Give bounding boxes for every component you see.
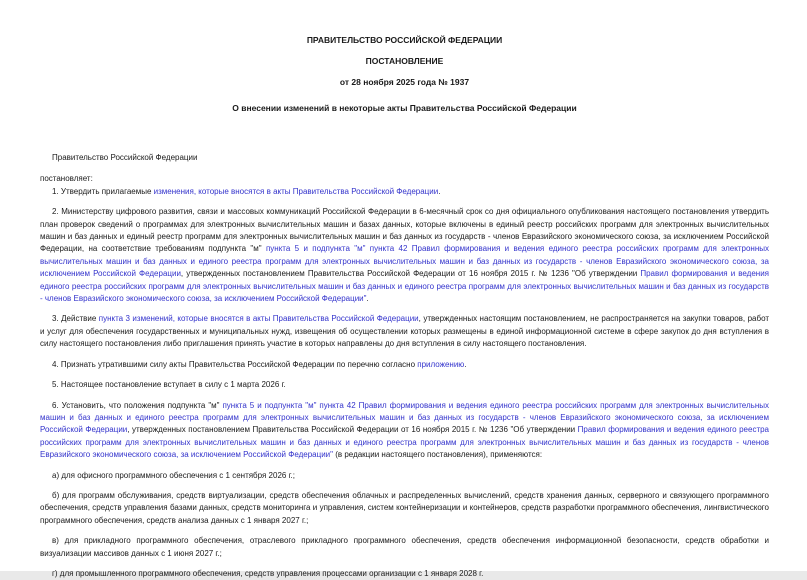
text-run: 6. Установить, что положения подпункта "м"	[52, 400, 223, 410]
issuing-authority: ПРАВИТЕЛЬСТВО РОССИЙСКОЙ ФЕДЕРАЦИИ	[306, 35, 503, 45]
resolves-line: постановляет:	[40, 174, 93, 184]
paragraphs-container	[40, 186, 769, 580]
preamble: Правительство Российской Федерации	[52, 153, 198, 162]
text-run: .	[366, 294, 369, 304]
document-link[interactable]: пункта 5 и подпункта "м" пункта 42 Правил формирования и ведения единого реестра российских программ для электронных вычислительных машин и баз данных и единого реестра программ для электронных вычислительных машин и баз данных из государств - членов Евразийского экономического союза, за исключением Российской Федерации	[40, 400, 769, 435]
paragraph	[40, 359, 769, 371]
document-link[interactable]: Правил формирования и ведения единого реестра российских программ для электронных вычислительных машин и баз данных и единого реестра программ для электронных вычислительных машин и баз данных из государств - членов Евразийского экономического союза, за исключением Российской Федерации"	[40, 425, 770, 460]
text-run: .	[438, 186, 441, 196]
document-link[interactable]: приложению	[417, 359, 465, 369]
text-run: 2. Министерству цифрового развития, связи и массовых коммуникаций Российской Федерации в 6-месячный срок со дня официального опубликования настоящего постановления утвердить план проверок сведений о программах для электронных вычислительных машин и базах данных, которые включены в единый реестр российских программ для электронных вычислительных машин и баз данных и единый реестр программ для электронных вычислительных машин и баз данных из государств - членов Евразийского экономического союза, за исключением Российской Федерации, на соответствие требованиям подпункта "м"	[40, 207, 769, 254]
text-run: в) для прикладного программного обеспечения, отраслевого прикладного программного обеспечения, средств обеспечения информационной безопасности, средств обработки и визуализации массивов данных с 1 июня 2027 г.;	[40, 536, 769, 558]
paragraph	[40, 535, 769, 560]
document-link[interactable]: изменения, которые вносятся в акты Правительства Российской Федерации	[153, 186, 439, 196]
text-run: г) для промышленного программного обеспечения, средств управления процессами организации с 1 января 2028 г.	[52, 568, 484, 578]
paragraph	[40, 400, 769, 462]
document-type: ПОСТАНОВЛЕНИЕ	[365, 56, 444, 66]
text-run: , утвержденных постановлением Правительства Российской Федерации от 16 ноября 2015 г. № 1236 "Об утверждении	[127, 425, 578, 435]
paragraph	[40, 470, 769, 482]
document-link[interactable]: Правил формирования и ведения единого реестра российских программ для электронных вычислительных машин и баз данных и единого реестра программ для электронных вычислительных машин и баз данных из государств - членов Евразийского экономического союза, за исключением Российской Федерации"	[40, 269, 770, 304]
text-run: , утвержденных постановлением Правительства Российской Федерации от 16 ноября 2015 г. № 1236 "Об утверждении	[180, 269, 641, 279]
paragraph	[40, 379, 769, 391]
paragraph	[40, 490, 769, 527]
document-date-number: от 28 ноября 2025 года № 1937	[339, 77, 470, 87]
document-body	[40, 152, 769, 580]
paragraph	[40, 568, 769, 580]
paragraph	[40, 313, 769, 350]
text-run: 3. Действие	[52, 314, 99, 324]
text-run: 4. Признать утратившими силу акты Правительства Российской Федерации по перечню согласно	[52, 359, 418, 369]
text-run: , утвержденных настоящим постановлением, не распространяется на закупки товаров, работ и услуг для обеспечения государственных и муниципальных нужд, извещения об осуществлении которых размещены в единой информационной системе в сфере закупок до дня вступления в силу настоящего постановления либо приглашения принять участие в которых направлены до дня вступления в силу настоящего постановления.	[40, 314, 770, 349]
paragraph	[40, 206, 769, 305]
text-run: б) для программ обслуживания, средств виртуализации, средств обеспечения облачных и распределенных вычислений, средств хранения данных, серверного и связующего программного обеспечения, средств управления базами данных, средств мониторинга и управления, систем контейнеризации и контейнеров, средств разработки программного обеспечения, лингвистического программного обеспечения, средств анализа данных с 1 января 2027 г.;	[40, 490, 769, 525]
document-link[interactable]: пункта 5 и подпункта "м" пункта 42 Правил формирования и ведения единого реестра российских программ для электронных вычислительных машин и баз данных и единого реестра программ для электронных вычислительных машин и баз данных из государств - членов Евразийского экономического союза, за исключением Российской Федерации	[40, 244, 769, 279]
text-run: (в редакции настоящего постановления), применяются:	[332, 450, 543, 460]
text-run: 1. Утвердить прилагаемые	[52, 186, 154, 196]
document-title: О внесении изменений в некоторые акты Правительства Российской Федерации	[232, 103, 577, 113]
text-run: .	[464, 359, 467, 369]
document-link[interactable]: пункта 3 изменений, которые вносятся в акты Правительства Российской Федерации	[98, 314, 419, 324]
paragraph	[40, 186, 769, 198]
text-run: а) для офисного программного обеспечения с 1 сентября 2026 г.;	[52, 470, 295, 480]
document-header	[40, 30, 769, 119]
text-run: 5. Настоящее постановление вступает в силу с 1 марта 2026 г.	[52, 380, 286, 390]
